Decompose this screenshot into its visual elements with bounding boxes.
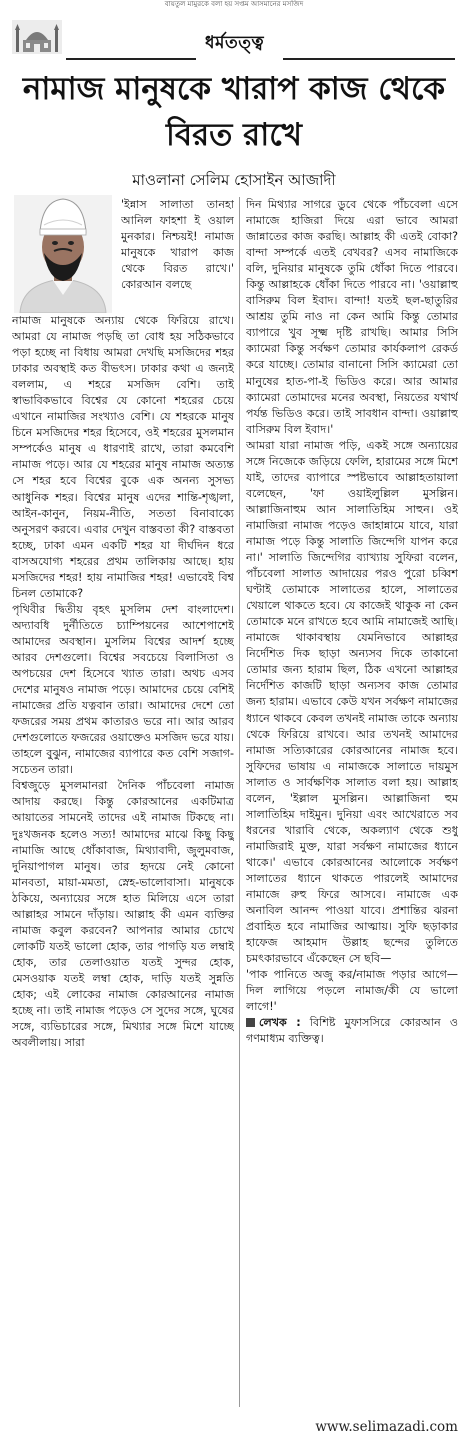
author-note-label: লেখক : — [259, 1016, 301, 1030]
paragraph: বিশ্বজুড়ে মুসলমানরা দৈনিক পাঁচবেলা নামাজ আদায় করছে। কিন্তু কোরআনের একটিমাত্র আয়াতের সামনেই তাদের এই নামাজ টিকছে না। দুঃখজনক হলেও সত্য! আমাদের মাঝে কিছু কিছু নামাজি আছে ধোঁকাবাজ, মিথ্যাবাদী, জুলুমবাজ, দুনিয়াপাগল মানুষ। তার হৃদয়ে নেই কোনো মানবতা, মায়া-মমতা, স্নেহ-ভালোবাসা। মানুষকে ঠকিয়ে, অন্যায়ের সঙ্গে হাত মিলিয়ে এসে তারা আল্লাহর সামনে দাঁড়ায়। আল্লাহ কী এমন ব্যক্তির নামাজ কবুল করবেন? আপনার আমার চোখে লোকটি যতই ভালো হোক, তার পাগড়ি যত লম্বাই হোক, তার তেলাওয়াত যতই সুন্দর হোক, মেসওয়াক যতই লম্বা হোক, দাড়ি যতই সুন্নতি হোক; এই লোকের নামাজ কোরআনের নামাজ হচ্ছে না। তাই নামাজ পড়েও সে সুদের সঙ্গে, ঘুষের সঙ্গে, ব্যভিচারের সঙ্গে, মিথ্যার সঙ্গে মিশে যাচ্ছে অবলীলায়। সারা — [12, 779, 234, 1050]
paragraph: পৃথিবীর দ্বিতীয় বৃহৎ মুসলিম দেশ বাংলাদেশ। অদ্যাবধি দুর্নীতিতে চ্যাম্পিয়নের আশেপাশেই আমাদের অবস্থান। মুসলিম বিশ্বের আদর্শ হচ্ছে আরব দেশগুলো। বিশ্বের সবচেয়ে বিলাসিতা ও অপচয়ের দেশ হিসেবে খ্যাত তারা। অথচ এসব দেশের মানুষও নামাজ পড়ে। আমাদের চেয়ে বেশিই নামাজের প্রতি যত্নবান তারা। আমাদের দেশে তো ফজরের সময় প্রথম কাতারও ভরে না। আর আরব দেশগুলোতে ফজরের ওয়াক্তেও মসজিদ ভরে যায়। তাহলে বুঝুন, নামাজের ব্যাপারে কত বেশি সজাগ-সচেতন তারা। — [12, 602, 234, 777]
article-column-left — [12, 313, 234, 1413]
byline: মাওলানা সেলিম হোসাইন আজাদী — [132, 171, 336, 189]
paragraph: দিন মিথ্যার সাগরে ডুবে থেকে পাঁচবেলা এসে নামাজে হাজিরা দিয়ে এরা ভাবে আমরা জান্নাতের কাজ করছি। আল্লাহ কী এতই বোকা? বান্দা সম্পর্কে এতই বেখবর? এসব নামাজিকে বলি, দুনিয়ার মানুষকে তুমি ধোঁকা দিতে পারবে। কিন্তু আল্লাহকে ধোঁকা দিতে পারবে না। 'ওয়াল্লাহু বাসিরুম বিল ইবাদ। বান্দা! যতই ছল-ছাতুরির আশ্রয় তুমি নাও না কেন আমি কিন্তু তোমার ব্যাপারে খুব সূক্ষ্ম দৃষ্টি রাখছি। আমার সিসি ক্যামেরা কিন্তু সর্বক্ষণ তোমার কার্যকলাপ রেকর্ড করে যাচ্ছে। তোমার বানানো সিসি ক্যামেরা তো মানুষের হাত-পা-ই ভিডিও করে। আর আমার ক্যামেরা তোমাদের মনের অবস্থা, নিয়তের যথার্থ পর্যন্ত ভিডিও করে। তাই সাবধান বান্দা। ওয়াল্লাহু বাসিরুম বিল ইবাদ।' — [246, 198, 458, 436]
poem-quote: 'পাক পানিতে অজু কর/নামাজ পড়ার আগে—দিল লাগিয়ে পড়লে নামাজ/কী যে ভালো লাগে!' — [246, 968, 458, 1014]
header-rule-right — [283, 58, 455, 60]
section-tag: ধর্মতত্ত্ব — [205, 33, 265, 53]
author-note — [246, 1015, 458, 1047]
website-url[interactable]: www.selimazadi.com — [315, 1419, 458, 1435]
mosque-icon — [12, 20, 62, 54]
intro-paragraph: 'ইন্নাস সালাতা তানহা আনিল ফাহশা ই ওয়াল মুনকার। নিশ্চয়ই! নামাজ মানুষকে খারাপ কাজ থেকে বিরত রাখে।' কোরআন বলছে — [121, 198, 234, 292]
author-note-text: বিশিষ্ট মুফাসসিরে কোরআন ও গণমাধ্যম ব্যক্তিত্ব। — [246, 1016, 458, 1046]
author-portrait — [14, 195, 112, 313]
square-bullet-icon — [246, 1018, 255, 1027]
paragraph: নামাজ মানুষকে অন্যায় থেকে ফিরিয়ে রাখে। আমরা যে নামাজ পড়ছি তা বোধ হয় সঠিকভাবে পড়া হচ্ছে না বিধায় আমরা দেখছি মসজিদের শহর ঢাকার অবস্থাই কত বীভৎস। ঢাকার কথা এ জন্যই বললাম, এ শহরে মসজিদ বেশি। তাই স্বাভাবিকভাবে বিশ্বের যে কোনো শহরের চেয়ে এখানে নামাজির সংখ্যাও বেশি। যে শহরকে মানুষ চিনে মসজিদের শহর হিসেবে, ওই শহরের মুসলমান সম্পর্কেও মানুষ এ ধারণাই রাখে, তারা কমবেশি নামাজ পড়ে। আর যে শহরের মানুষ নামাজ অত্যন্ত সে শহর হবে বিশ্বের বুকে এক অনন্য সুসভ্য আধুনিক শহর। বিশ্বের মানুষ এদের শান্তি-শৃঙ্খলা, আইন-কানুন, নিয়ম-নীতি, সততা বিনাবাক্যে অনুসরণ করবে। এবার দেখুন বাস্তবতা কী? বাস্তবতা হচ্ছে, ঢাকা এমন একটি শহর যা দীর্ঘদিন ধরে বাসঅযোগ্য শহরের প্রথম তালিকায় আছে। হায় মসজিদের শহর! হায় নামাজির শহর! এভাবেই বিশ্ব চিনল তোমাকে? — [12, 314, 234, 600]
column-divider — [239, 197, 240, 1407]
article-intro — [121, 197, 234, 311]
previous-article-strip: বায়তুল মামুরকে বলা হয় সপ্তম আসমানের মসজিদ — [164, 0, 304, 8]
header-rule-left — [66, 58, 196, 60]
article-column-right — [246, 197, 458, 1405]
headline: নামাজ মানুষকে খারাপ কাজ থেকে বিরত রাখে — [22, 71, 446, 153]
paragraph: আমরা যারা নামাজ পড়ি, একই সঙ্গে অন্যায়ের সঙ্গে নিজেকে জড়িয়ে ফেলি, হারামের সঙ্গে মিশে যাই, তাদের ব্যাপারে স্পষ্টভাবে আল্লাহতায়ালা বলেছেন, 'ফা ওয়াইলুল্লিল মুসল্লিন। আল্লাজিনাহুম আন সালাতিহিম সাহুন। ওই নামাজিরা নামাজ পড়েও জাহান্নামে যাবে, যারা নামাজ পড়ে কিন্তু সালাতি জিন্দেগি যাপন করে না।' সালাতি জিন্দেগির ব্যাখ্যায় সুফিরা বলেন, পাঁচবেলা সালাত আদায়ের পরও পুরো চব্বিশ ঘণ্টাই তোমাকে সালাতের হালে, সালাতের খেয়ালে থাকতে হবে। যে কাজেই থাকুক না কেন তোমাকে মনে রাখতে হবে আমি নামাজেই আছি। নামাজে থাকাবস্থায় যেমনিভাবে আল্লাহর নির্দেশিত দিক ছাড়া অন্যসব দিকে তাকানো তোমার জন্য হারাম ছিল, ঠিক এখনো আল্লাহর নির্দেশিত কাজটি ছাড়া অন্যসব কাজ তোমার জন্য হারাম। এভাবে কেউ যখন সর্বক্ষণ নামাজের ধ্যানে থাকবে কেবল তখনই নামাজ তাকে অন্যায় থেকে ফিরিয়ে রাখবে। আর তখনই আমাদের নামাজ সত্যিকারের কোরআনের নামাজ হবে। সুফিদের ভাষায় এ নামাজকে সালাতে দায়মুস সালাত ও সার্বক্ষণিক সালাত বলা হয়। আল্লাহ বলেন, 'ইল্লাল মুসল্লিন। আল্লাজিনা হুম সালাতিহিম দাইমুন। দুনিয়া এবং আখেরাতে সব ধরনের খারাবি থেকে, অকল্যাণ থেকে শুধু নামাজিরাই মুক্ত, যারা সর্বক্ষণ নামাজের ধ্যানে থাকে।' এভাবে কোরআনের আলোকে সর্বক্ষণ সালাতের ধ্যানে থাকতে পারলেই আমাদের নামাজে রুহু ফিরে আসবে। নামাজে এক অনাবিল আনন্দ পাওয়া যাবে। প্রশান্তির ঝরনা প্রবাহিত হবে নামাজির আত্মায়। সুফি ছড়াকার হাফেজ আহমাদ উল্লাহ ছন্দের তুলিতে চমৎকারভাবে এঁকেছেন সে ছবি— — [246, 438, 458, 966]
section-header — [0, 16, 468, 62]
